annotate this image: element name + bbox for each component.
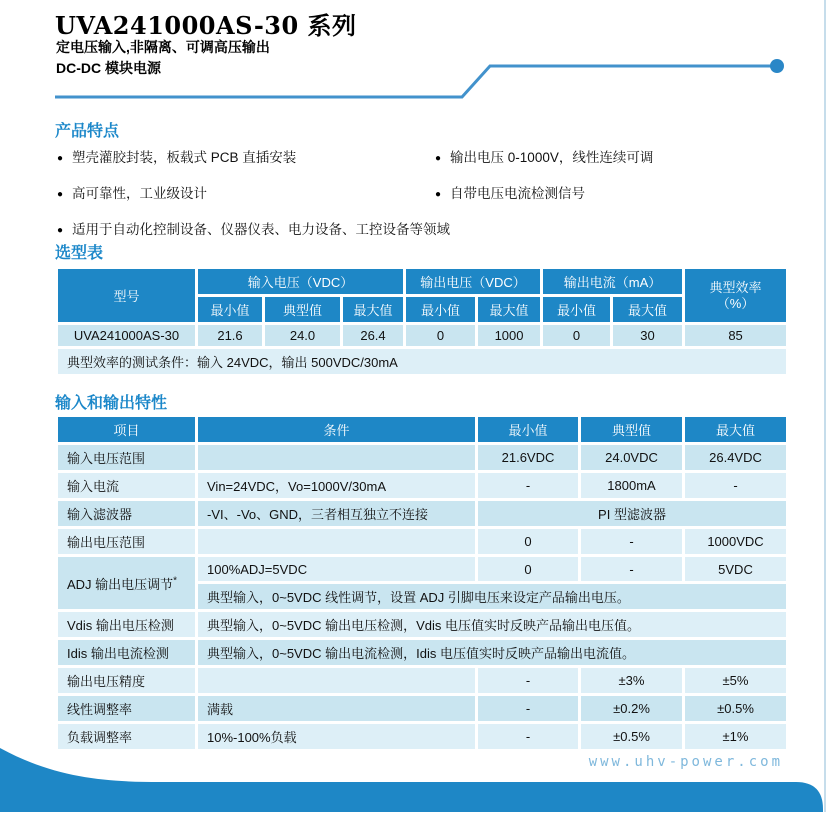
- typ-cell: -: [580, 556, 684, 583]
- efficiency-test-note: 典型效率的测试条件：输入 24VDC，输出 500VDC/30mA: [57, 348, 788, 376]
- model-cell: UVA241000AS-30: [57, 324, 197, 348]
- condition-cell: 100%ADJ=5VDC: [197, 556, 477, 583]
- sub-header-min: 最小值: [542, 296, 612, 324]
- min-cell: -: [477, 667, 580, 695]
- group-header-output-voltage: 输出电压（VDC）: [405, 268, 542, 296]
- sub-header-max: 最大值: [342, 296, 405, 324]
- sub-header-typ: 典型值: [264, 296, 342, 324]
- bullet-icon: ●: [57, 225, 64, 236]
- description-cell: 典型输入，0~5VDC 输出电压检测，Vdis 电压值实时反映产品输出电压值。: [197, 611, 788, 639]
- item-text: ADJ 输出电压调节: [67, 576, 174, 592]
- max-cell: ±0.5%: [684, 695, 788, 723]
- vin-typ-cell: 24.0: [264, 324, 342, 348]
- group-header-output-current: 输出电流（mA）: [542, 268, 684, 296]
- table-row: [57, 723, 788, 751]
- typ-cell: -: [580, 528, 684, 556]
- item-cell: 输入滤波器: [57, 500, 197, 528]
- item-cell: 输出电压精度: [57, 667, 197, 695]
- item-cell: 输入电流: [57, 472, 197, 500]
- bullet-icon: ●: [435, 189, 442, 200]
- item-cell: [57, 556, 197, 611]
- merged-value-cell: PI 型滤波器: [477, 500, 788, 528]
- col-header-typ: 典型值: [580, 416, 684, 444]
- table-row: [57, 444, 788, 472]
- max-cell: 26.4VDC: [684, 444, 788, 472]
- min-cell: 0: [477, 528, 580, 556]
- condition-cell: -VI、-Vo、GND，三者相互独立不连接: [197, 500, 477, 528]
- feature-item: [435, 182, 585, 202]
- typ-cell: ±0.5%: [580, 723, 684, 751]
- io-table-heading: 输入和输出特性: [55, 395, 168, 412]
- footnote-star: *: [173, 575, 178, 587]
- item-cell: Vdis 输出电压检测: [57, 611, 197, 639]
- feature-text: 自带电压电流检测信号: [450, 186, 586, 201]
- feature-text: 适用于自动化控制设备、仪器仪表、电力设备、工控设备等领域: [72, 222, 451, 237]
- feature-item: [57, 146, 435, 166]
- feature-item: [57, 218, 450, 238]
- item-cell: Idis 输出电流检测: [57, 639, 197, 667]
- col-header-min: 最小值: [477, 416, 580, 444]
- sub-header-min: 最小值: [405, 296, 477, 324]
- selection-data-row: [57, 324, 788, 348]
- min-cell: -: [477, 695, 580, 723]
- table-row: [57, 667, 788, 695]
- item-cell: 线性调整率: [57, 695, 197, 723]
- table-row: [57, 695, 788, 723]
- col-header-max: 最大值: [684, 416, 788, 444]
- iout-min-cell: 0: [542, 324, 612, 348]
- condition-cell: 满载: [197, 695, 477, 723]
- max-cell: 5VDC: [684, 556, 788, 583]
- selection-table-heading: 选型表: [55, 245, 104, 262]
- feature-text: 输出电压 0-1000V，线性连续可调: [450, 150, 654, 165]
- col-header-model: 型号: [57, 268, 197, 324]
- vout-max-cell: 1000: [477, 324, 542, 348]
- efficiency-cell: 85: [684, 324, 788, 348]
- feature-item: [435, 146, 653, 166]
- max-cell: -: [684, 472, 788, 500]
- efficiency-header-line1: 典型效率: [709, 279, 762, 295]
- max-cell: 1000VDC: [684, 528, 788, 556]
- bullet-icon: ●: [435, 153, 442, 164]
- typ-cell: 1800mA: [580, 472, 684, 500]
- col-header-item: 项目: [57, 416, 197, 444]
- group-header-input-voltage: 输入电压（VDC）: [197, 268, 405, 296]
- condition-cell: [197, 528, 477, 556]
- max-cell: ±1%: [684, 723, 788, 751]
- condition-cell: Vin=24VDC，Vo=1000V/30mA: [197, 472, 477, 500]
- condition-cell: [197, 667, 477, 695]
- table-row: [57, 639, 788, 667]
- item-cell: 输入电压范围: [57, 444, 197, 472]
- table-row: [57, 500, 788, 528]
- page-right-edge-line: [824, 0, 826, 812]
- max-cell: ±5%: [684, 667, 788, 695]
- io-characteristics-table: [55, 414, 789, 752]
- table-row: [57, 472, 788, 500]
- item-cell: 输出电压范围: [57, 528, 197, 556]
- col-header-condition: 条件: [197, 416, 477, 444]
- min-cell: 0: [477, 556, 580, 583]
- header-accent-line: [0, 0, 831, 120]
- description-cell: 典型输入，0~5VDC 输出电流检测，Idis 电压值实时反映产品输出电流值。: [197, 639, 788, 667]
- min-cell: -: [477, 472, 580, 500]
- features-list: [57, 146, 797, 254]
- bullet-icon: ●: [57, 189, 64, 200]
- typ-cell: 24.0VDC: [580, 444, 684, 472]
- sub-header-max: 最大值: [477, 296, 542, 324]
- feature-item: [57, 182, 435, 202]
- subtitle-line-1: 定电压输入,非隔离、可调高压输出: [56, 39, 270, 55]
- iout-max-cell: 30: [612, 324, 684, 348]
- sub-header-min: 最小值: [197, 296, 264, 324]
- footer-wave-bar: [0, 748, 831, 824]
- col-header-efficiency: [684, 268, 788, 324]
- description-cell: 典型输入，0~5VDC 线性调节，设置 ADJ 引脚电压来设定产品输出电压。: [197, 583, 788, 611]
- table-row: [57, 611, 788, 639]
- subtitle-line-2: DC-DC 模块电源: [56, 60, 161, 76]
- min-cell: 21.6VDC: [477, 444, 580, 472]
- efficiency-header-line2: （%）: [716, 295, 755, 311]
- vin-max-cell: 26.4: [342, 324, 405, 348]
- typ-cell: ±3%: [580, 667, 684, 695]
- vout-min-cell: 0: [405, 324, 477, 348]
- accent-dot: [770, 59, 784, 73]
- website-url[interactable]: www.uhv-power.com: [588, 754, 783, 770]
- item-cell: 负载调整率: [57, 723, 197, 751]
- vin-min-cell: 21.6: [197, 324, 264, 348]
- table-row: [57, 556, 788, 583]
- min-cell: -: [477, 723, 580, 751]
- bullet-icon: ●: [57, 153, 64, 164]
- typ-cell: ±0.2%: [580, 695, 684, 723]
- table-row: [57, 528, 788, 556]
- page-title: UVA241000AS-30 系列: [55, 11, 357, 40]
- feature-text: 高可靠性，工业级设计: [72, 186, 208, 201]
- feature-text: 塑壳灌胶封装，板载式 PCB 直插安装: [72, 150, 297, 165]
- features-heading: 产品特点: [55, 123, 120, 140]
- sub-header-max: 最大值: [612, 296, 684, 324]
- condition-cell: [197, 444, 477, 472]
- selection-table: [55, 266, 789, 377]
- condition-cell: 10%-100%负载: [197, 723, 477, 751]
